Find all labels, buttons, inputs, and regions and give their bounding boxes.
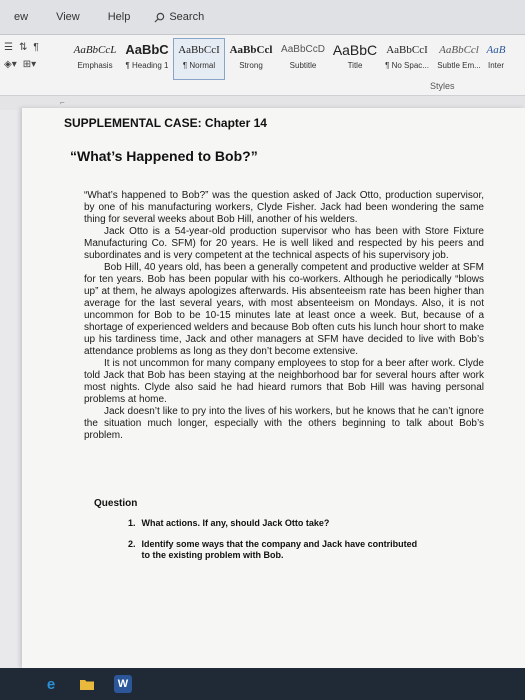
menu-item-view[interactable]: View <box>56 11 80 23</box>
menu-item-view-partial[interactable]: ew <box>14 11 29 23</box>
taskbar <box>0 668 525 700</box>
styles-gallery <box>70 39 508 79</box>
question-text: What actions. If any, should Jack Otto take? <box>141 518 330 528</box>
paragraph: “What’s happened to Bob?” was the question asked of Jack Otto, production supervisor, by one of his manufacturing workers, Clyde Fisher. Jack had been wondering the same thing for several weeks about Bob Hill, another of his welders. <box>84 190 484 225</box>
sort-icon[interactable]: ⇅ <box>18 42 28 53</box>
search-icon <box>154 12 165 23</box>
style-name: Subtle Em... <box>437 61 481 70</box>
style-strong[interactable] <box>226 39 276 79</box>
style-subtle-emphasis[interactable] <box>434 39 484 79</box>
style-preview: AaBbCcL <box>73 44 117 56</box>
list-item <box>128 518 428 529</box>
case-body <box>84 190 484 442</box>
question-number: 1. <box>128 518 136 528</box>
paragraph: It is not uncommon for many company employees to stop for a beer after work. Clyde told Jack that Bob has been staying at the neighborhood bar for several hours after work most nights. Clyde also said he had hieard rumors that Bob Hill was having personal problems at home. <box>84 358 484 405</box>
style-name: Emphasis <box>77 61 113 70</box>
edge-icon[interactable]: e <box>46 675 56 693</box>
pilcrow-icon[interactable]: ¶ <box>33 42 39 53</box>
style-title[interactable] <box>330 39 380 79</box>
start-icon[interactable] <box>6 675 24 693</box>
case-heading: SUPPLEMENTAL CASE: Chapter 14 <box>64 116 267 130</box>
question-heading: Question <box>94 498 138 509</box>
style-name: ¶ No Spac... <box>385 61 429 70</box>
borders-icon[interactable]: ⊞▾ <box>22 59 37 70</box>
justify-icon[interactable]: ☰ <box>4 42 13 53</box>
style-name: Title <box>347 61 363 70</box>
style-name: Inter <box>487 61 504 70</box>
style-heading-1[interactable] <box>122 39 172 79</box>
question-number: 2. <box>128 539 136 549</box>
style-normal[interactable] <box>174 39 224 79</box>
list-item <box>128 539 428 561</box>
menu-item-help[interactable]: Help <box>107 11 131 23</box>
style-preview: AaBbCcl <box>229 44 273 56</box>
style-emphasis[interactable] <box>70 39 120 79</box>
style-name: ¶ Heading 1 <box>125 61 169 70</box>
style-preview: AaBbC <box>332 42 378 58</box>
file-explorer-icon[interactable] <box>78 675 96 693</box>
search-button[interactable] <box>144 11 214 23</box>
style-preview: AaBbC <box>125 42 169 57</box>
paragraph: Jack doesn’t like to pry into the lives of his workers, but he knows that he can’t ignore the situation much longer, especially with the others beginning to talk about Bob’s problem. <box>84 406 484 441</box>
word-icon[interactable]: W <box>114 675 132 693</box>
margin-corner-mark: ⌐ <box>60 98 65 107</box>
ribbon <box>0 35 525 96</box>
question-text: Identify some ways that the company and Jack have contributed to the existing problem with Bob. <box>141 539 418 560</box>
style-preview: AaB <box>486 44 506 56</box>
paragraph: Jack Otto is a 54-year-old production supervisor who has been with Store Fixture Manufacturing Co. SFM) for 20 years. He is well liked and respected by his peers and subordinates and is very competent at the technical aspects of his supervisory job. <box>84 226 484 261</box>
style-name: Strong <box>239 61 263 70</box>
style-preview: AaBbCcl <box>439 44 479 56</box>
style-no-spacing[interactable] <box>382 39 432 79</box>
menu-bar <box>0 0 525 35</box>
document-page[interactable] <box>22 98 525 668</box>
style-intense-emphasis[interactable] <box>486 39 506 79</box>
style-name: Subtitle <box>289 61 317 70</box>
styles-group-label: Styles <box>430 81 455 91</box>
case-title: “What’s Happened to Bob?” <box>70 148 258 164</box>
paragraph-tools <box>0 39 60 95</box>
question-list <box>128 518 428 571</box>
paragraph: Bob Hill, 40 years old, has been a generally competent and productive welder at SFM for ten years. Bob has been popular with his co-workers. Although he periodically “blows up” at them, he always apologizes afterwards. His absenteeism rate has been higher than average for the last several years, with most absenteeism on Mondays. Also, it is not uncommon for Bob to be 10-15 minutes late at least once a week. But, because of a shortage of experienced welders and because Bob often cuts his lunch hour short to make up his tardiness time, Jack and other managers at SFM have decided to live with Bob’s attendance problems as long as they don’t become extensive. <box>84 262 484 357</box>
search-label: Search <box>169 11 205 23</box>
shading-icon[interactable]: ◈▾ <box>4 59 17 70</box>
style-name: ¶ Normal <box>182 61 216 70</box>
style-preview: AaBbCcD <box>281 44 325 55</box>
style-preview: AaBbCcI <box>386 44 428 56</box>
style-subtitle[interactable] <box>278 39 328 79</box>
folder-icon <box>79 678 95 691</box>
style-preview: AaBbCcI <box>178 44 220 56</box>
